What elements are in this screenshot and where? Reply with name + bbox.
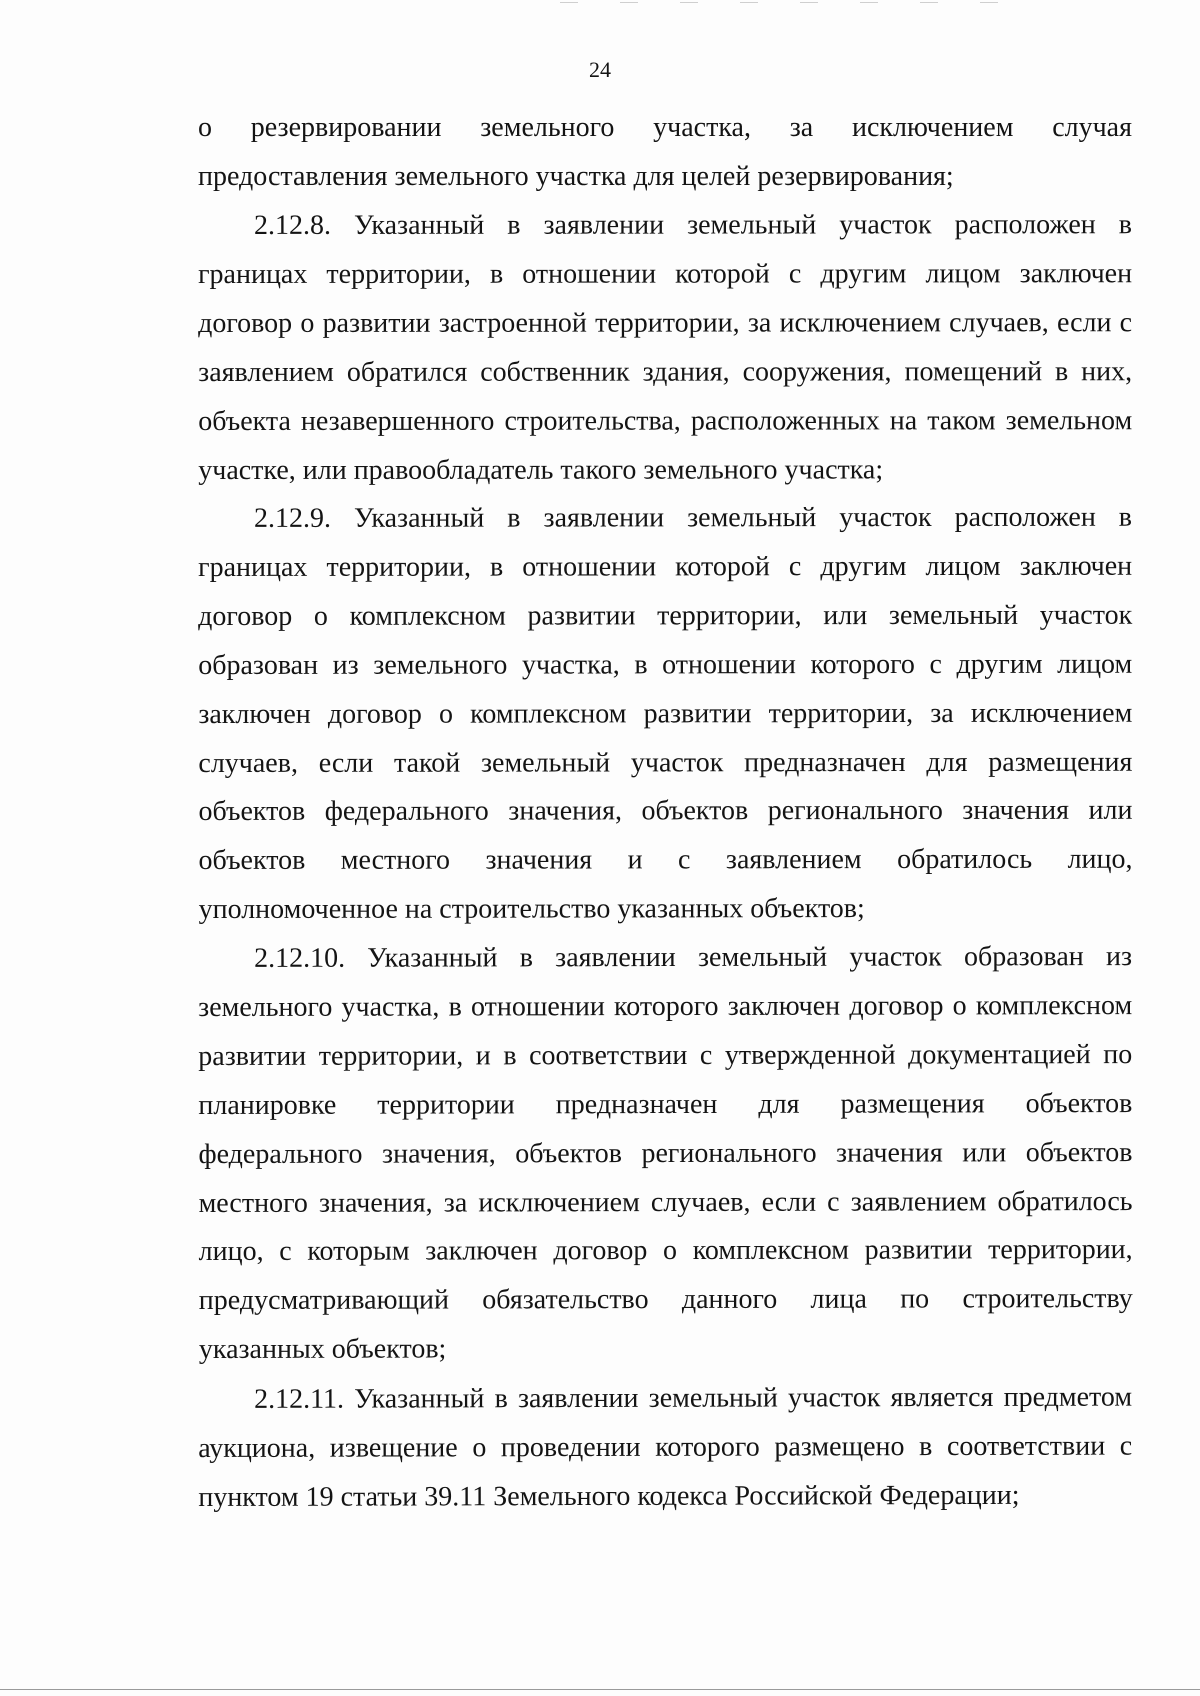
paragraph-2-12-10: 2.12.10. Указанный в заявлении земельный участок образован из земельного участка, в отношении которого заключен договор о комплексном развитии территории, и в соответствии с утвержденной документацией по планировке территории предназначен для размещения объектов федерального значения, объектов регионального значения или объектов местного значения, за исключением случаев, если с заявлением обратилось лицо, с которым заключен договор о комплексном развитии территории, предусматривающий обязательство данного лица по строительству указанных объектов; [198,941,1133,1366]
paragraph-continuation: о резервировании земельного участка, за исключением случая предоставления земельного участка для целей резервирования; [198,112,1132,192]
document-body [198,104,1132,1522]
paragraph-2-12-9: 2.12.9. Указанный в заявлении земельный участок расположен в границах территории, в отношении которой с другим лицом заключен договор о комплексном развитии территории, или земельный участок образован из земельного участка, в отношении которого с другим лицом заключен договор о комплексном развитии территории, за исключением случаев, если такой земельный участок предназначен для размещения объектов федерального значения, объектов регионального значения или объектов местного значения и с заявлением обратилось лицо, уполномоченное на строительство указанных объектов; [198,501,1133,926]
scan-edge-line [0,1689,1200,1690]
paragraph-2-12-8: 2.12.8. Указанный в заявлении земельный участок расположен в границах территории, в отношении которой с другим лицом заключен договор о развитии застроенной территории, за исключением случаев, если с заявлением обратился собственник здания, сооружения, помещений в них, объекта незавершенного строительства, расположенных на таком земельном участке, или правообладатель такого земельного участка; [198,208,1133,486]
page-number: 24 [589,57,611,82]
scan-artifact-top [560,2,1030,3]
paragraph-2-12-11: 2.12.11. Указанный в заявлении земельный участок является предметом аукциона, извещение о проведении которого размещено в соответствии с пунктом 19 статьи 39.11 Земельного кодекса Российской Федерации; [198,1381,1133,1513]
